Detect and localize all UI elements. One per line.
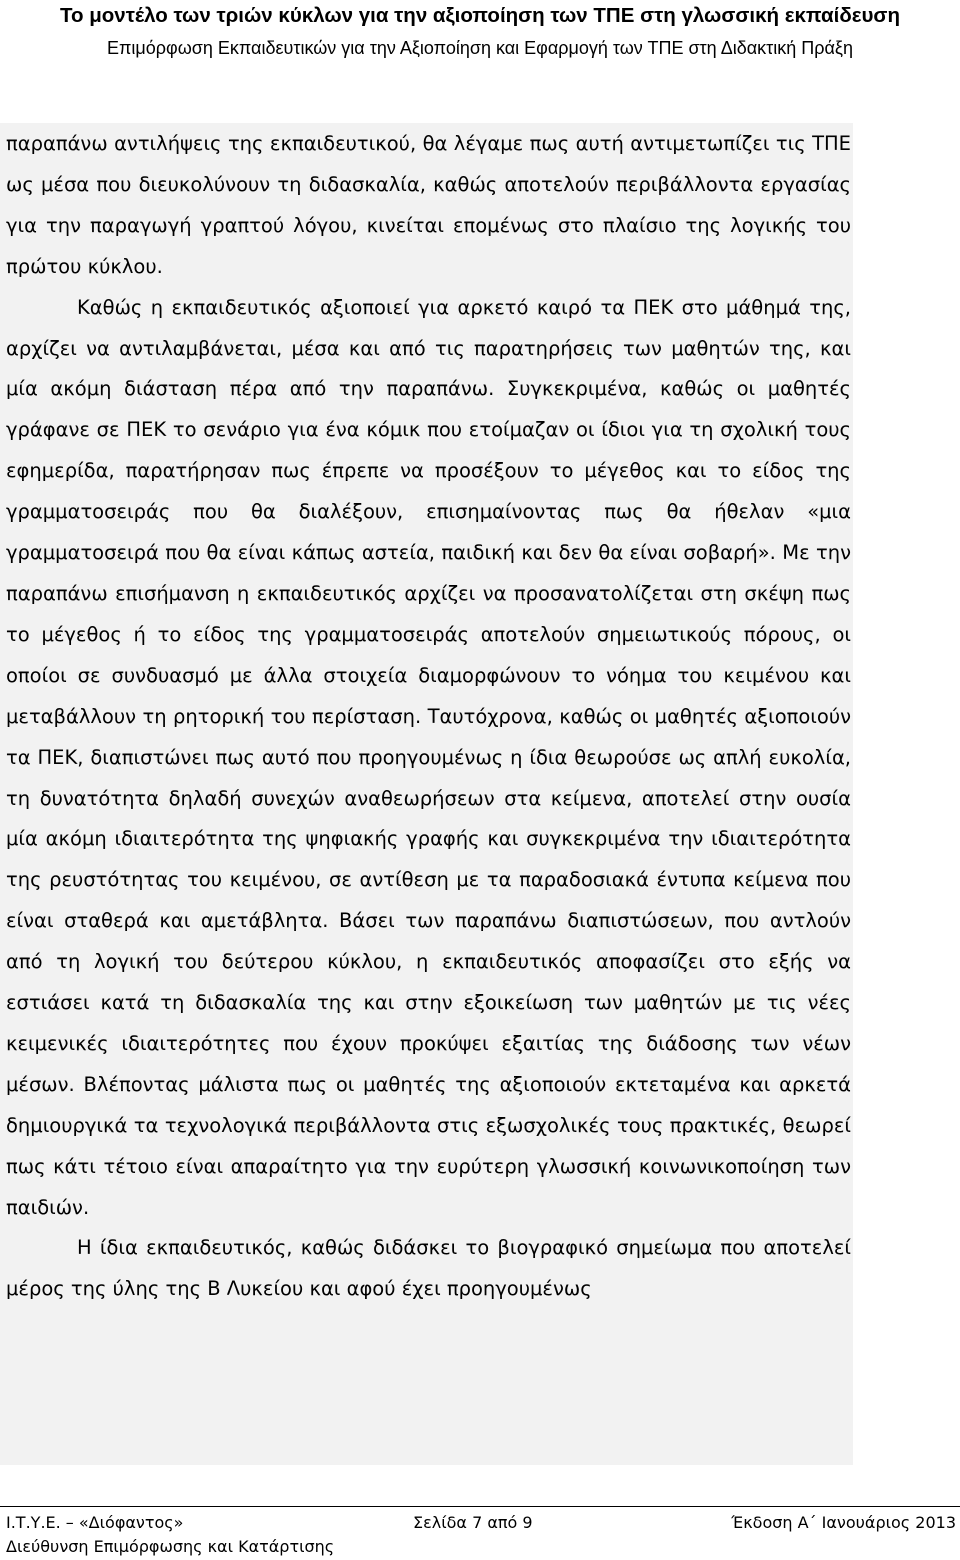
paragraph: Η ίδια εκπαιδευτικός, καθώς διδάσκει το βιογραφικό σημείωμα που αποτελεί μέρος της ύλης της Β Λυκείου και αφού έχει προηγουμένως xyxy=(6,1236,851,1301)
footer-line xyxy=(0,1536,960,1558)
footer-department: Διεύθυνση Επιμόρφωσης και Κατάρτισης xyxy=(6,1537,335,1556)
page-header xyxy=(0,0,960,62)
paragraph: παραπάνω αντιλήψεις της εκπαιδευτικού, θα λέγαμε πως αυτή αντιμετωπίζει τις ΤΠΕ ως μέσα που διευκολύνουν τη διδασκαλία, καθώς αποτελούν περιβάλλοντα εργασίας για την παραγωγή γραπτού λόγου, κινείται επομένως στο πλαίσιο της λογικής του πρώτου κύκλου. xyxy=(6,132,851,278)
document-title: Το μοντέλο των τριών κύκλων για την αξιοποίηση των ΤΠΕ στη γλωσσική εκπαίδευση xyxy=(60,4,900,27)
footer-institution: Ι.Τ.Υ.Ε. – «Διόφαντος» xyxy=(6,1513,184,1532)
footer-page-number: Σελίδα 7 από 9 xyxy=(413,1513,533,1532)
body-text xyxy=(6,124,851,1310)
document-subtitle: Επιμόρφωση Εκπαιδευτικών για την Αξιοποίηση και Εφαρμογή των ΤΠΕ στη Διδακτική Πράξη xyxy=(107,38,853,58)
footer-edition: Έκδοση Α΄ Ιανουάριος 2013 xyxy=(731,1513,956,1532)
footer-line xyxy=(0,1512,960,1534)
paragraph: Καθώς η εκπαιδευτικός αξιοποιεί για αρκετό καιρό τα ΠΕΚ στο μάθημά της, αρχίζει να αντιλαμβάνεται, μέσα και από τις παρατηρήσεις των μαθητών της, και μία ακόμη διάσταση πέρα από την παραπάνω. Συγκεκριμένα, καθώς οι μαθητές γράφανε σε ΠΕΚ το σενάριο για ένα κόμικ που ετοίμαζαν οι ίδιοι για τη σχολική τους εφημερίδα, παρατήρησαν πως έπρεπε να προσέξουν το μέγεθος και το είδος της γραμματοσειράς που θα διαλέξουν, επισημαίνοντας πως θα ήθελαν «μια γραμματοσειρά που θα είναι κάπως αστεία, παιδική και δεν θα είναι σοβαρή». Με την παραπάνω επισήμανση η εκπαιδευτικός αρχίζει να προσανατολίζεται στη σκέψη πως το μέγεθος ή το είδος της γραμματοσειράς αποτελούν σημειωτικούς πόρους, οι οποίοι σε συνδυασμό με άλλα στοιχεία διαμορφώνουν το νόημα του κειμένου και μεταβάλλουν τη ρητορική του περίσταση. Ταυτόχρονα, καθώς οι μαθητές αξιοποιούν τα ΠΕΚ, διαπιστώνει πως αυτό που προηγουμένως η ίδια θεωρούσε ως απλή ευκολία, τη δυνατότητα δηλαδή συνεχών αναθεωρήσεων στα κείμενα, αποτελεί στην ουσία μία ακόμη ιδιαιτερότητα της ψηφιακής γραφής και συγκεκριμένα την ιδιαιτερότητα της ρευστότητας του κειμένου, σε αντίθεση με τα παραδοσιακά έντυπα κείμενα που είναι σταθερά και αμετάβλητα. Βάσει των παραπάνω διαπιστώσεων, που αντλούν από τη λογική του δεύτερου κύκλου, η εκπαιδευτικός αποφασίζει στο εξής να εστιάσει κατά τη διδασκαλία της και στην εξοικείωση των μαθητών με τις νέες κειμενικές ιδιαιτερότητες που έχουν προκύψει εξαιτίας της διάδοσης των νέων μέσων. Βλέποντας μάλιστα πως οι μαθητές της αξιοποιούν εκτεταμένα και αρκετά δημιουργικά τα τεχνολογικά περιβάλλοντα στις εξωσχολικές τους πρακτικές, θεωρεί πως κάτι τέτοιο είναι απαραίτητο για την ευρύτερη γλωσσική κοινωνικοποίηση των παιδιών. xyxy=(6,295,851,1219)
footer-divider xyxy=(0,1506,960,1507)
